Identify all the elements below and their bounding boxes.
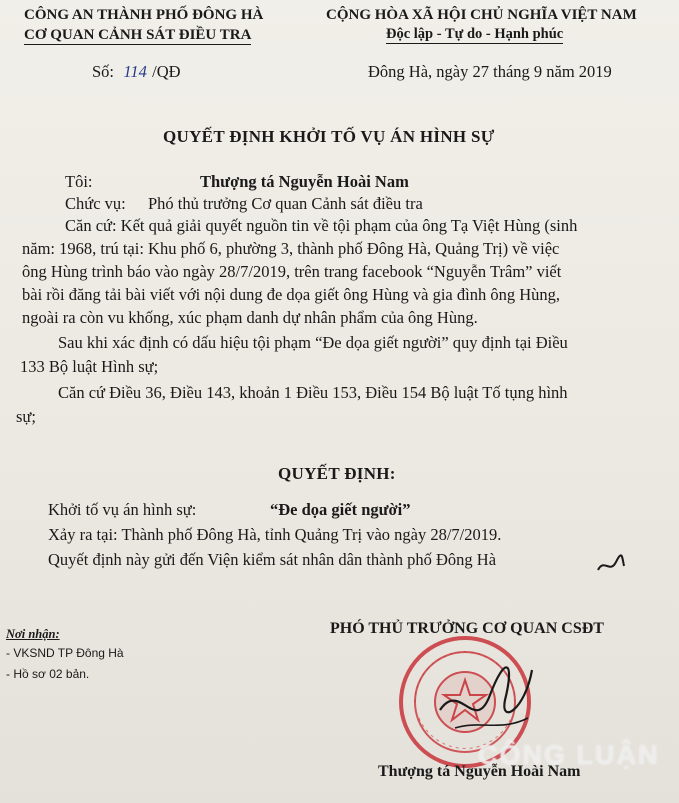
cancu2-line: sự; bbox=[16, 407, 36, 426]
chucvu-label: Chức vụ: bbox=[65, 194, 126, 213]
khoito-label: Khởi tố vụ án hình sự: bbox=[48, 500, 197, 519]
signature-title: PHÓ THỦ TRƯỞNG CƠ QUAN CSĐT bbox=[330, 620, 604, 637]
guiden-line: Quyết định này gửi đến Viện kiểm sát nhân dân thành phố Đông Hà bbox=[48, 550, 497, 569]
document-number-value: 114 bbox=[123, 62, 147, 81]
recipients-label: Nơi nhận: bbox=[6, 627, 60, 641]
toi-value: Thượng tá Nguyễn Hoài Nam bbox=[200, 172, 409, 191]
watermark: CÔNG LUẬN bbox=[478, 740, 660, 770]
cancu-line: Căn cứ: Kết quả giải quyết nguồn tin về tội phạm của ông Tạ Việt Hùng (sinh bbox=[65, 216, 578, 235]
document-number-label: Số: bbox=[92, 62, 115, 81]
decision-heading: QUYẾT ĐỊNH: bbox=[278, 464, 396, 483]
signature-icon bbox=[420, 640, 540, 750]
agency-name: CÔNG AN THÀNH PHỐ ĐÔNG HÀ bbox=[24, 7, 264, 23]
place-date: Đông Hà, ngày 27 tháng 9 năm 2019 bbox=[368, 62, 612, 81]
cancu-line: năm: 1968, trú tại: Khu phố 6, phường 3, thành phố Đông Hà, Quảng Trị) về việc bbox=[22, 239, 560, 258]
cancu-line: ông Hùng trình báo vào ngày 28/7/2019, trên trang facebook “Nguyễn Trâm” viết bbox=[22, 262, 562, 281]
document-number-suffix: /QĐ bbox=[152, 62, 181, 81]
saukhi-line: Sau khi xác định có dấu hiệu tội phạm “Đe dọa giết người” quy định tại Điều bbox=[58, 333, 568, 352]
initial-mark-icon bbox=[594, 552, 626, 578]
cancu2-line: Căn cứ Điều 36, Điều 143, khoản 1 Điều 153, Điều 154 Bộ luật Tố tụng hình bbox=[58, 383, 568, 402]
toi-label: Tôi: bbox=[65, 172, 93, 191]
agency-unit: CƠ QUAN CẢNH SÁT ĐIỀU TRA bbox=[24, 27, 252, 43]
recipient-item: - Hồ sơ 02 bản. bbox=[6, 667, 90, 681]
saukhi-line: 133 Bộ luật Hình sự; bbox=[20, 357, 159, 376]
cancu-line: ngoài ra còn vu khống, xúc phạm danh dự nhân phẩm của ông Hùng. bbox=[22, 308, 478, 327]
signer-name: Thượng tá Nguyễn Hoài Nam bbox=[378, 763, 581, 780]
republic-title: CỘNG HÒA XÃ HỘI CHỦ NGHĨA VIỆT NAM bbox=[326, 7, 637, 23]
xayra-line: Xảy ra tại: Thành phố Đông Hà, tỉnh Quảng Trị vào ngày 28/7/2019. bbox=[48, 525, 502, 544]
document-number bbox=[92, 61, 181, 83]
recipient-item: - VKSND TP Đông Hà bbox=[6, 646, 124, 660]
khoito-value: “Đe dọa giết người” bbox=[270, 500, 411, 519]
cancu-line: bài rồi đăng tải bài viết với nội dung đe dọa giết ông Hùng và gia đình ông Hùng, bbox=[22, 285, 561, 304]
document-title: QUYẾT ĐỊNH KHỞI TỐ VỤ ÁN HÌNH SỰ bbox=[163, 127, 495, 146]
chucvu-value: Phó thủ trưởng Cơ quan Cảnh sát điều tra bbox=[148, 194, 423, 213]
republic-motto: Độc lập - Tự do - Hạnh phúc bbox=[386, 26, 564, 42]
